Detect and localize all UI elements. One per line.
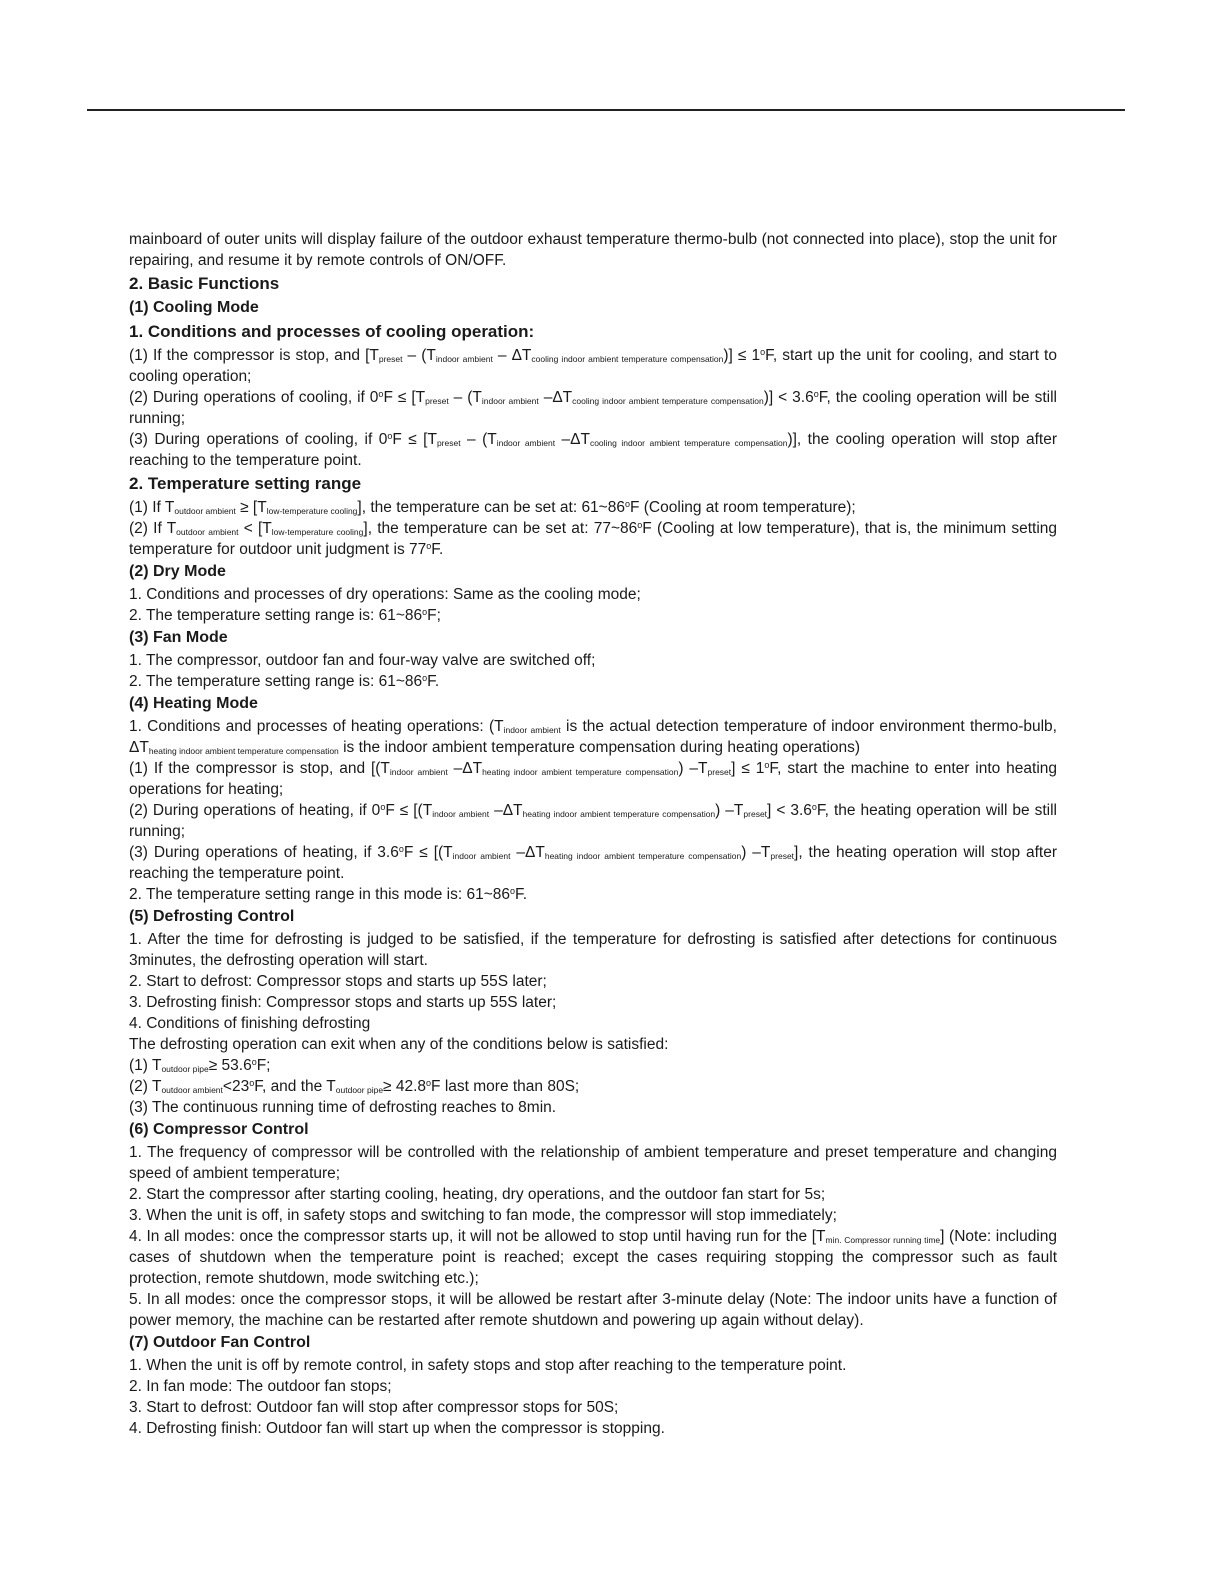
paragraph: 3. Defrosting finish: Compressor stops and starts up 55S later; <box>129 994 557 1011</box>
paragraph: (2) During operations of heating, if $0^oF \le [(T_{indoor ambient}$ $-\Delta T_{heating indoor ambient temperature compensation}$) $-T_{preset}] < 3.6^oF$, the heating operation will be still running; <box>129 802 1058 840</box>
paragraph: (2) During operations of cooling, if $0^oF \le [T_{preset} - (T_{indoor ambient}$ $-\Delta T_{cooling indoor ambient temperature compensation})] < 3.6^oF$, the cooling operation will be still running; <box>129 389 1057 427</box>
subsection-heading: (7) Outdoor Fan Control <box>129 1334 311 1351</box>
section-heading: 1. Conditions and processes of cooling operation: <box>129 322 535 341</box>
paragraph: 3. Start to defrost: Outdoor fan will stop after compressor stops for 50S; <box>129 1399 619 1416</box>
paragraph: 1. The compressor, outdoor fan and four-way valve are switched off; <box>129 652 596 669</box>
paragraph: 4. Conditions of finishing defrosting <box>129 1015 371 1032</box>
paragraph: 1. After the time for defrosting is judged to be satisfied, if the temperature for defrosting is satisfied after detections for continuous 3minutes, the defrosting operation will start. <box>129 931 1057 969</box>
paragraph: (1) If the compressor is stop, and [($T_{indoor ambient}$ $-\Delta T_{heating indoor ambient temperature compensation}$) $-T_{preset}] \le 1^oF$, start the machine to enter into heating operations for heating; <box>129 760 1058 798</box>
paragraph: 1. When the unit is off by remote control, in safety stops and stop after reaching to the temperature point. <box>129 1357 847 1374</box>
subsection-heading: (6) Compressor Control <box>129 1121 309 1138</box>
document-body <box>129 229 1057 1439</box>
paragraph: (1) $T_{outdoor pipe}\ge 53.6^oF$; <box>129 1057 271 1074</box>
paragraph: (2) If $T_{outdoor ambient} < [T_{low-temperature cooling}]$, the temperature can be set at: 77~86$^o$F (Cooling at low temperature), that is, the minimum setting temperature for outdoor unit judgment is 77$^o$F. <box>129 520 1058 558</box>
section-heading: 2. Temperature setting range <box>129 474 362 493</box>
paragraph: 1. Conditions and processes of heating operations: ($T_{indoor ambient}$ is the actual detection temperature of indoor environment thermo-bulb, $\Delta T_{heating indoor ambient temperature compensation}$ is the indoor ambient temperature compensation during heating operations) <box>129 718 1057 756</box>
subsection-heading: (4) Heating Mode <box>129 695 258 712</box>
paragraph: 5. In all modes: once the compressor stops, it will be allowed be restart after 3-minute delay (Note: The indoor units have a function of power memory, the machine can be restarted after remote shutdown and powering up again without delay). <box>129 1291 1057 1329</box>
paragraph: 2. The temperature setting range is: 61~86$^o$F; <box>129 607 441 624</box>
paragraph: The defrosting operation can exit when any of the conditions below is satisfied: <box>129 1036 669 1053</box>
subsection-heading: (3) Fan Mode <box>129 629 228 646</box>
subsection-heading: (5) Defrosting Control <box>129 908 295 925</box>
paragraph: (3) During operations of heating, if $3.6^oF \le [(T_{indoor ambient}$ $-\Delta T_{heating indoor ambient temperature compensation}$) $-T_{preset}$], the heating operation will stop after reaching the temperature point. <box>129 844 1058 882</box>
paragraph: (3) The continuous running time of defrosting reaches to 8min. <box>129 1099 557 1116</box>
paragraph: 4. In all modes: once the compressor starts up, it will not be allowed to stop until having run for the $[T_{min. Compressor running time}]$ (Note: including cases of shutdown when the temperature point is reached; except the cases requiring stopping the compressor such as fault protection, remote shutdown, mode switching etc.); <box>129 1228 1057 1287</box>
section-heading: 2. Basic Functions <box>129 274 280 293</box>
paragraph: 2. The temperature setting range in this mode is: 61~86$^o$F. <box>129 886 528 903</box>
paragraph: (2) $T_{outdoor ambient}<23^oF$, and the $T_{outdoor pipe}\ge 42.8^oF$ last more than 80S; <box>129 1078 580 1095</box>
paragraph: (3) During operations of cooling, if $0^oF \le [T_{preset} - (T_{indoor ambient}$ $-\Delta T_{cooling indoor ambient temperature compensation}$)], the cooling operation will stop after reaching to the temperature point. <box>129 431 1057 469</box>
subsection-heading: (1) Cooling Mode <box>129 299 259 316</box>
header-rule <box>87 109 1125 111</box>
paragraph: 2. In fan mode: The outdoor fan stops; <box>129 1378 392 1395</box>
paragraph: 3. When the unit is off, in safety stops and switching to fan mode, the compressor will stop immediately; <box>129 1207 837 1224</box>
paragraph: mainboard of outer units will display failure of the outdoor exhaust temperature thermo-bulb (not connected into place), stop the unit for repairing, and resume it by remote controls of ON/OFF. <box>129 231 1057 269</box>
paragraph: 2. Start the compressor after starting cooling, heating, dry operations, and the outdoor fan start for 5s; <box>129 1186 826 1203</box>
paragraph: 2. Start to defrost: Compressor stops and starts up 55S later; <box>129 973 547 990</box>
paragraph: 4. Defrosting finish: Outdoor fan will start up when the compressor is stopping. <box>129 1420 665 1437</box>
paragraph: (1) If the compressor is stop, and $[T_{preset} - (T_{indoor ambient} - \Delta T_{cooling indoor ambient temperature compensation})] \le 1^oF$, start up the unit for cooling, and start to cooling operation; <box>129 347 1057 385</box>
subsection-heading: (2) Dry Mode <box>129 563 226 580</box>
paragraph: 1. Conditions and processes of dry operations: Same as the cooling mode; <box>129 586 641 603</box>
paragraph: 2. The temperature setting range is: 61~86$^o$F. <box>129 673 440 690</box>
paragraph: (1) If $T_{outdoor ambient} \ge [T_{low-temperature cooling}]$, the temperature can be set at: 61~86$^o$F (Cooling at room temperature); <box>129 499 856 516</box>
paragraph: 1. The frequency of compressor will be controlled with the relationship of ambient temperature and preset temperature and changing speed of ambient temperature; <box>129 1144 1057 1182</box>
